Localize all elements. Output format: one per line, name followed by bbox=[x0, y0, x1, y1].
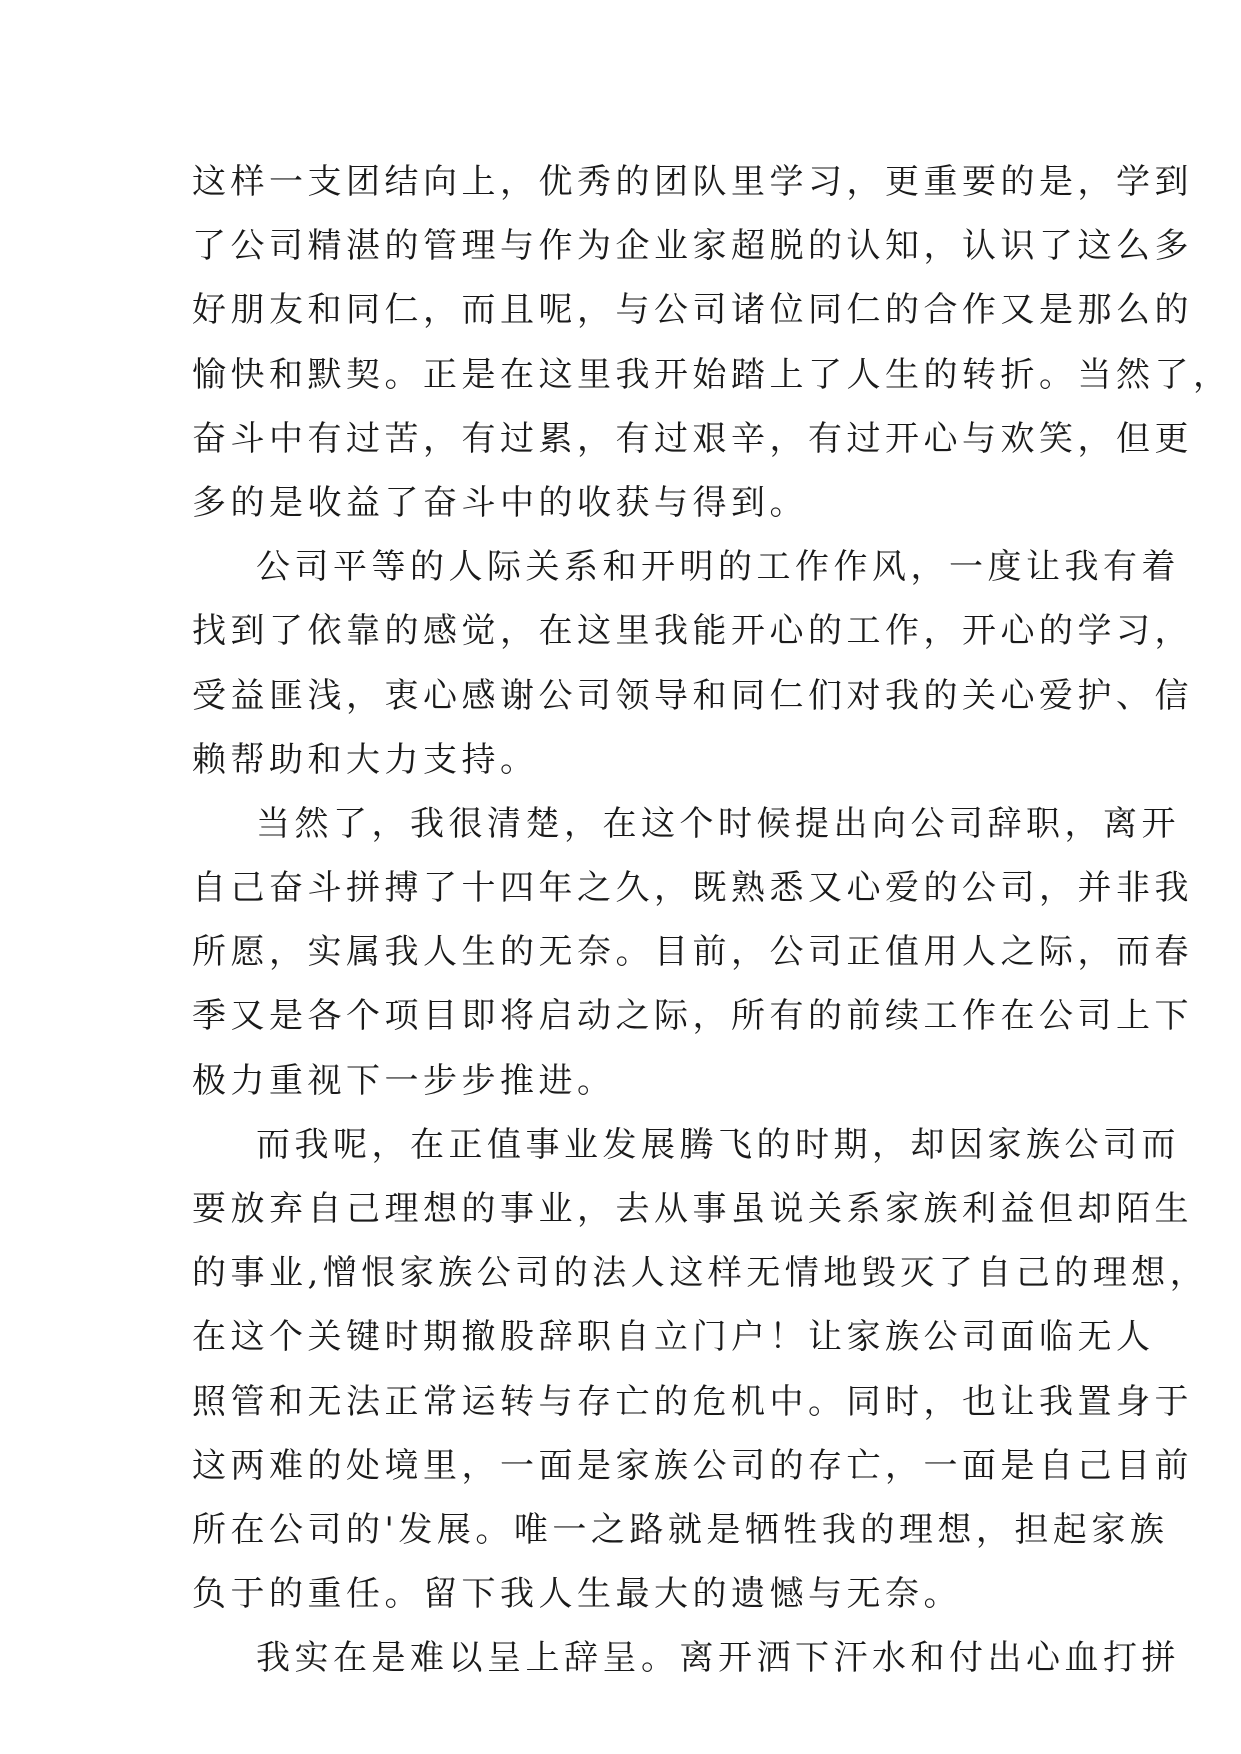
paragraph-3 bbox=[192, 792, 1193, 1113]
text-line: 赖帮助和大力支持。 bbox=[192, 739, 539, 780]
text-line: 受益匪浅，衷心感谢公司领导和同仁们对我的关心爱护、信 bbox=[192, 675, 1193, 716]
text-line: 奋斗中有过苦，有过累，有过艰辛，有过开心与欢笑，但更 bbox=[192, 418, 1193, 459]
paragraph-4 bbox=[192, 1113, 1209, 1627]
text-line: 好朋友和同仁，而且呢，与公司诸位同仁的合作又是那么的 bbox=[192, 290, 1193, 331]
text-line: 当然了，我很清楚，在这个时候提出向公司辞职，离开 bbox=[256, 803, 1180, 844]
text-line: 负于的重任。留下我人生最大的遗憾与无奈。 bbox=[192, 1574, 962, 1615]
text-line: 极力重视下一步步推进。 bbox=[192, 1060, 616, 1101]
text-line: 公司平等的人际关系和开明的工作作风，一度让我有着 bbox=[256, 547, 1180, 588]
paragraph-5 bbox=[192, 1626, 1180, 1690]
text-line: 所愿，实属我人生的无奈。目前，公司正值用人之际，而春 bbox=[192, 932, 1193, 973]
text-line: 的事业,憎恨家族公司的法人这样无情地毁灭了自己的理想， bbox=[192, 1253, 1209, 1294]
text-line: 季又是各个项目即将启动之际，所有的前续工作在公司上下 bbox=[192, 996, 1193, 1037]
paragraph-1 bbox=[192, 150, 1232, 535]
text-line: 我实在是难以呈上辞呈。离开洒下汗水和付出心血打拼 bbox=[256, 1638, 1180, 1679]
text-line: 而我呢，在正值事业发展腾飞的时期，却因家族公司而 bbox=[256, 1124, 1180, 1165]
text-line: 了公司精湛的管理与作为企业家超脱的认知，认识了这么多 bbox=[192, 226, 1193, 267]
text-line: 所在公司的'发展。唯一之路就是牺牲我的理想，担起家族 bbox=[192, 1509, 1169, 1550]
text-line: 多的是收益了奋斗中的收获与得到。 bbox=[192, 482, 808, 523]
text-line: 找到了依靠的感觉，在这里我能开心的工作，开心的学习， bbox=[192, 611, 1193, 652]
text-line: 愉快和默契。正是在这里我开始踏上了人生的转折。当然了， bbox=[192, 354, 1232, 395]
paragraph-2 bbox=[192, 535, 1193, 792]
text-line: 要放弃自己理想的事业，去从事虽说关系家族利益但却陌生 bbox=[192, 1189, 1193, 1229]
text-line: 照管和无法正常运转与存亡的危机中。同时，也让我置身于 bbox=[192, 1381, 1193, 1422]
document-body bbox=[192, 150, 1232, 1691]
text-line: 这样一支团结向上，优秀的团队里学习，更重要的是，学到 bbox=[192, 162, 1193, 202]
text-line: 这两难的处境里，一面是家族公司的存亡，一面是自己目前 bbox=[192, 1445, 1193, 1486]
text-line: 自己奋斗拼搏了十四年之久，既熟悉又心爱的公司，并非我 bbox=[192, 868, 1193, 909]
text-line: 在这个关键时期撤股辞职自立门户！让家族公司面临无人 bbox=[192, 1317, 1155, 1358]
